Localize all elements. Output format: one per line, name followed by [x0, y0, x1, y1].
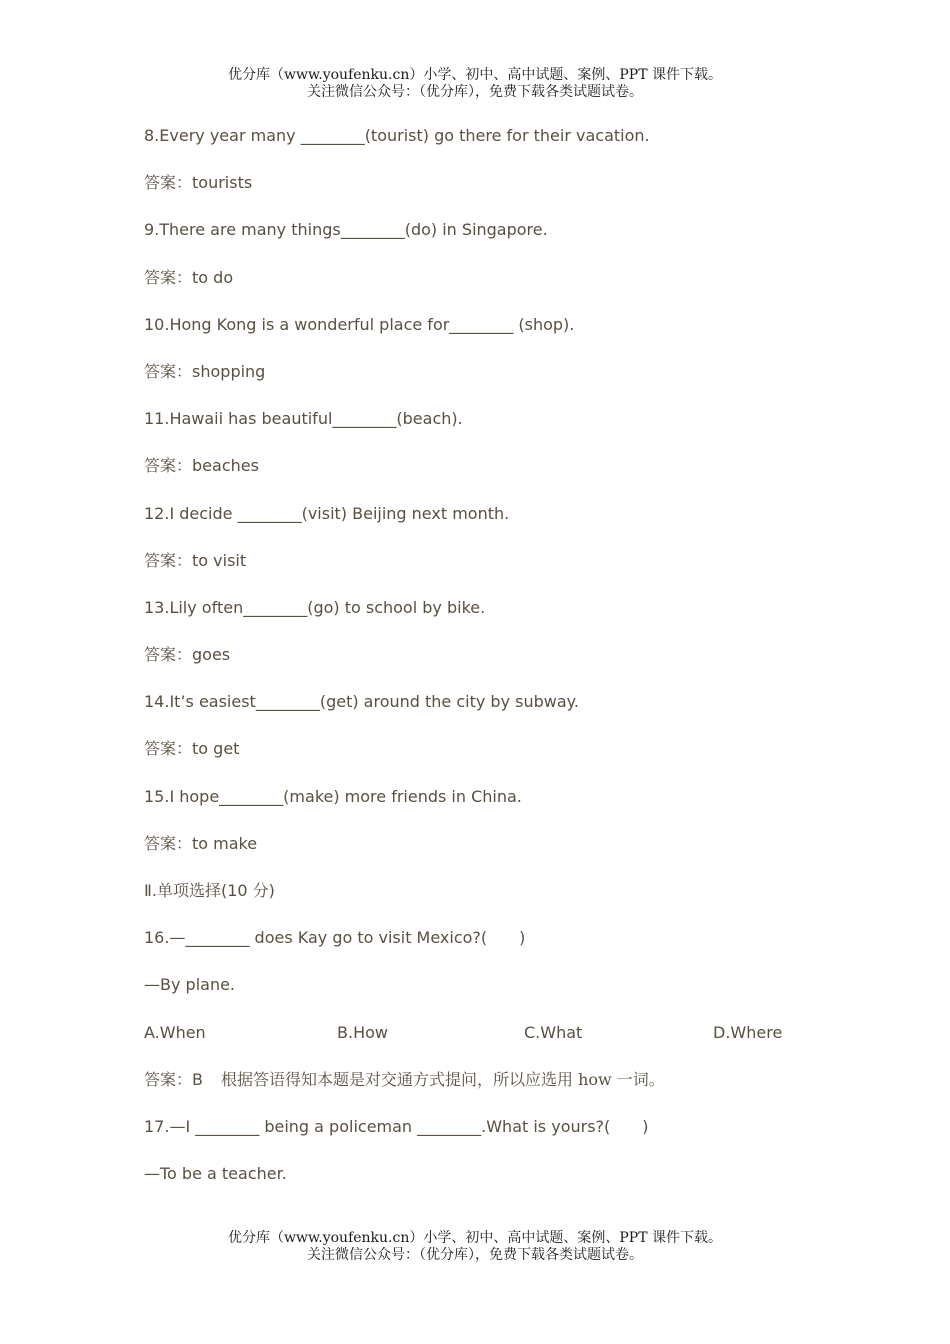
- answer-text: goes: [192, 645, 231, 665]
- answer-text: shopping: [192, 361, 266, 381]
- question-9: 9.There are many things________(do) in Singapore.: [144, 220, 548, 240]
- question-12: 12.I decide ________(visit) Beijing next month.: [144, 503, 510, 523]
- answer-label: 答案：: [144, 173, 193, 193]
- option-a: A.When: [144, 1022, 206, 1042]
- answer-13: [144, 644, 824, 691]
- question-15: 15.I hope________(make) more friends in China.: [144, 786, 522, 806]
- answer-label: 答案：: [144, 739, 193, 759]
- question-8: 8.Every year many ________(tourist) go there for their vacation.: [144, 126, 650, 145]
- question-11: 11.Hawaii has beautiful________(beach).: [144, 409, 463, 429]
- answer-9: [144, 267, 824, 314]
- question-17-reply: —To be a teacher.: [144, 1164, 287, 1184]
- question-14: 14.It’s easiest________(get) around the city by subway.: [144, 692, 579, 712]
- answer-15: [144, 833, 824, 880]
- answer-label: 答案：: [144, 550, 193, 570]
- answer-label: 答案：: [144, 1069, 193, 1089]
- answer-label: 答案：: [144, 645, 193, 665]
- option-d: D.Where: [713, 1022, 783, 1042]
- header-line-2: 关注微信公众号：（优分库），免费下载各类试题试卷。: [307, 84, 643, 100]
- answer-label: 答案：: [144, 833, 193, 853]
- answer-8: [144, 172, 824, 219]
- answer-label: 答案：: [144, 267, 193, 287]
- page-header: [0, 67, 950, 101]
- answer-11: [144, 455, 824, 502]
- question-10: 10.Hong Kong is a wonderful place for________ (shop).: [144, 314, 575, 334]
- question-13: 13.Lily often________(go) to school by bike.: [144, 597, 486, 617]
- answer-explanation: 根据答语得知本题是对交通方式提问，所以应选用 how 一词。: [221, 1069, 665, 1089]
- answer-12: [144, 550, 824, 597]
- answer-text: tourists: [192, 173, 253, 193]
- answer-text: beaches: [192, 456, 259, 476]
- option-c: C.What: [524, 1022, 583, 1042]
- question-16-options: [144, 1022, 824, 1069]
- answer-text: B: [192, 1069, 203, 1089]
- question-17: 17.—I ________ being a policeman ________.What is yours?( ): [144, 1116, 649, 1136]
- header-line-1: 优分库（www.youfenku.cn）小学、初中、高中试题、案例、PPT 课件下载。: [227, 67, 722, 83]
- answer-10: [144, 361, 824, 408]
- section-2-title: Ⅱ.单项选择(10 分): [144, 881, 275, 900]
- footer-line-2: 关注微信公众号：（优分库），免费下载各类试题试卷。: [307, 1247, 643, 1263]
- footer-line-1: 优分库（www.youfenku.cn）小学、初中、高中试题、案例、PPT 课件下载。: [227, 1230, 722, 1246]
- answer-14: [144, 738, 824, 785]
- answer-text: to make: [192, 833, 258, 853]
- answer-text: to do: [192, 267, 234, 287]
- answer-text: to get: [192, 739, 240, 759]
- question-16-reply: —By plane.: [144, 975, 236, 995]
- answer-label: 答案：: [144, 361, 193, 381]
- document-body: [144, 125, 824, 1210]
- page-footer: [0, 1230, 950, 1264]
- answer-label: 答案：: [144, 456, 193, 476]
- answer-text: to visit: [192, 550, 247, 570]
- option-b: B.How: [337, 1022, 388, 1042]
- answer-16: [144, 1069, 824, 1116]
- question-16: 16.—________ does Kay go to visit Mexico?( ): [144, 928, 526, 948]
